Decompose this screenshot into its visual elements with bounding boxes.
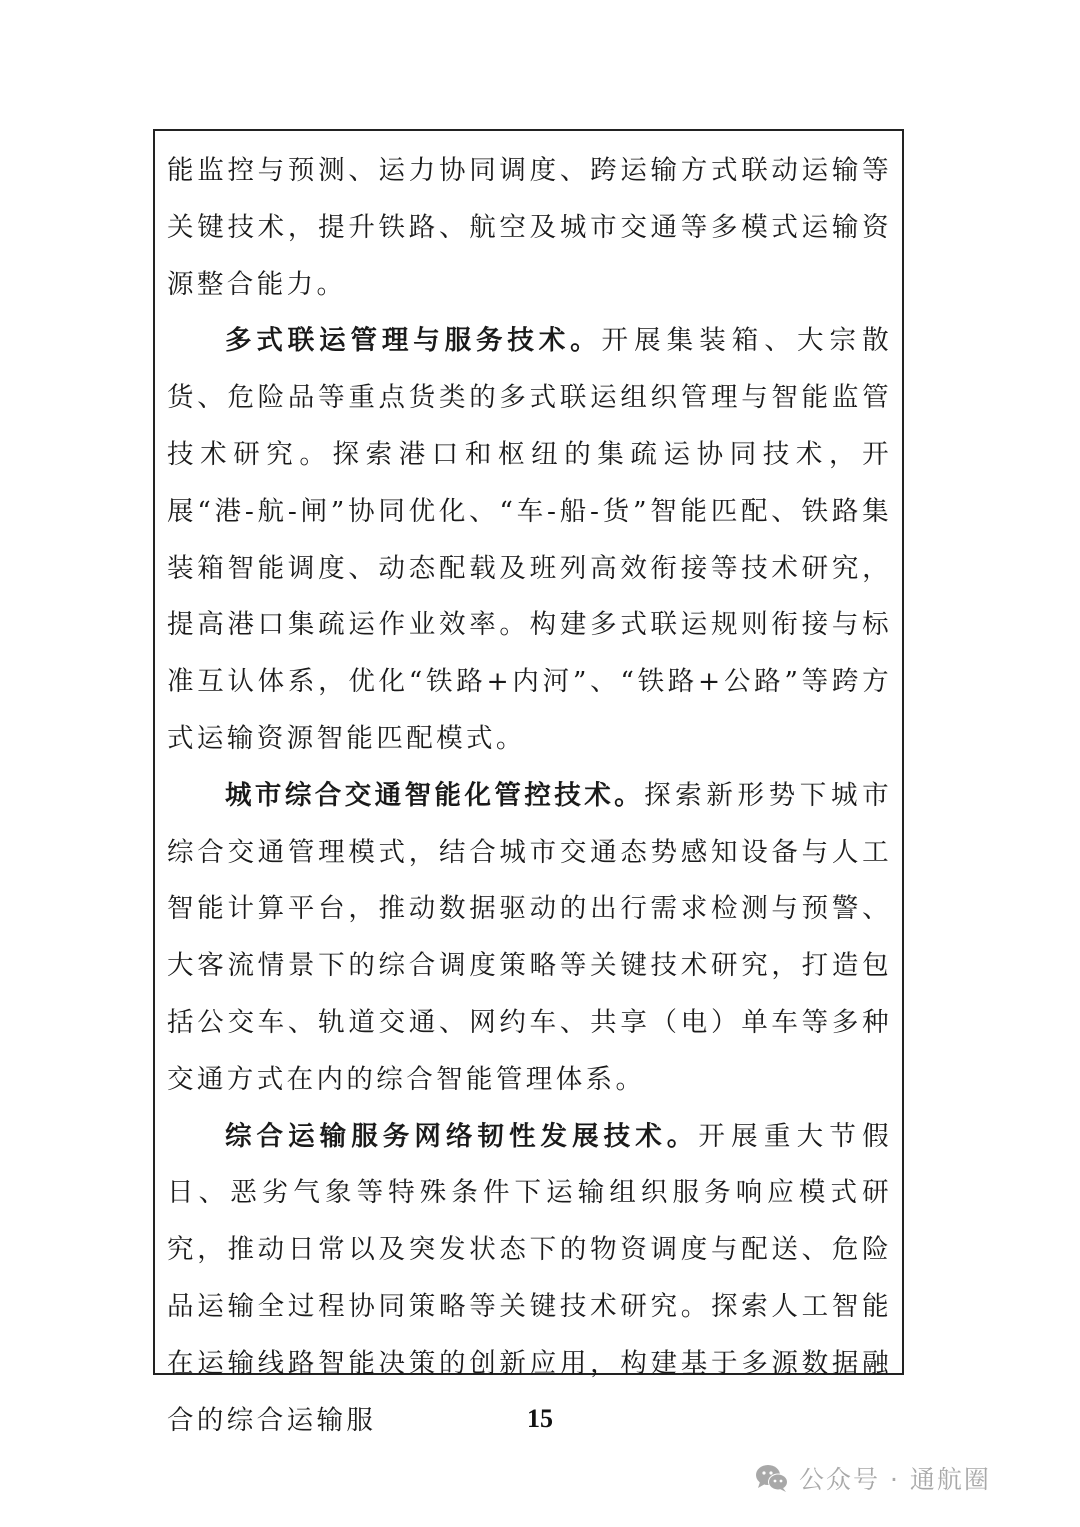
paragraph-body: 探索新形势下城市综合交通管理模式，结合城市交通态势感知设备与人工智能计算平台，推动数据驱动的出行需求检测与预警、大客流情景下的综合调度策略等关键技术研究，打造包括公交车、轨道交通、网约车、共享（电）单车等多种交通方式在内的综合智能管理体系。: [167, 779, 892, 1095]
paragraph-lead: 综合运输服务网络韧性发展技术。: [225, 1120, 699, 1152]
paragraph-body: 开展重大节假日、恶劣气象等特殊条件下运输组织服务响应模式研究，推动日常以及突发状态下的物资调度与配送、危险品运输全过程协同策略等关键技术研究。探索人工智能在运输线路智能决策的创新应用，构建基于多源数据融合的综合运输服: [167, 1120, 893, 1436]
watermark: [755, 1460, 991, 1496]
paragraph-lead: 多式联运管理与服务技术。: [225, 325, 602, 357]
watermark-text: 公众号 · 通航圈: [799, 1465, 991, 1494]
paragraph-continuation: [167, 143, 892, 313]
paragraph-lead: 城市综合交通智能化管控技术。: [225, 779, 645, 811]
paragraph-urban-traffic: [167, 768, 892, 1109]
wechat-icon: [755, 1463, 789, 1493]
paragraph-body: 能监控与预测、运力协同调度、跨运输方式联动运输等关键技术，提升铁路、航空及城市交通等多模式运输资源整合能力。: [167, 155, 892, 300]
paragraph-body: 开展集装箱、大宗散货、危险品等重点货类的多式联运组织管理与智能监管技术研究。探索港口和枢纽的集疏运协同技术，开展“港-航-闸”协同优化、“车-船-货”智能匹配、铁路集装箱智能调度、动态配载及班列高效衔接等技术研究，提高港口集疏运作业效率。构建多式联运规则衔接与标准互认体系，优化“铁路+内河”、“铁路+公路”等跨方式运输资源智能匹配模式。: [167, 325, 892, 754]
paragraph-multimodal-transport: [167, 313, 892, 767]
paragraph-network-resilience: [167, 1109, 892, 1450]
page-number: 15: [527, 1404, 553, 1433]
